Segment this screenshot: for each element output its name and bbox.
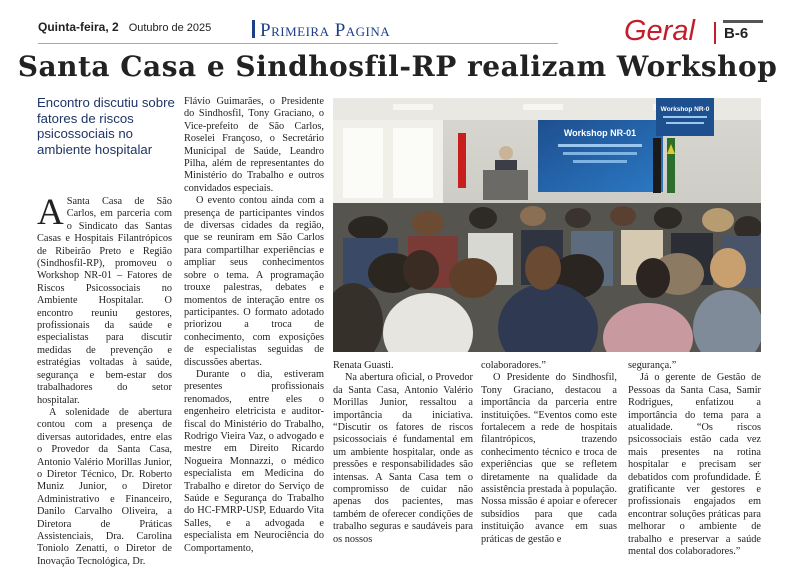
paragraph: Renata Guasti.	[333, 360, 394, 371]
masthead-bar	[252, 20, 255, 38]
article-column-4	[481, 360, 617, 546]
paragraph: colaboradores.”	[481, 360, 546, 371]
article-column-5	[628, 360, 761, 559]
page-number: B-6	[724, 25, 749, 42]
page-number-bar	[723, 20, 763, 23]
masthead-title: Primeira Pagina	[260, 20, 391, 41]
drop-cap: A	[37, 192, 64, 233]
issue-day: Quinta-feira, 2	[38, 20, 119, 34]
screen-title: Workshop NR-01	[563, 128, 637, 138]
section-name: Geral	[624, 15, 695, 47]
tv-screen-title: Workshop NR-0	[660, 106, 710, 113]
paragraph: A solenidade de abertura contou com a presença de diversas autoridades, entre elas o Provedor da Santa Casa, Antonio Valério Morillas Junior, o Diretor Técnico, Dr. Roberto Muniz Junior, o Diretor Administrativo e Financeiro, Danilo Carvalho Oliveira, a Diretora de Práticas Assistenciais, Dra. Carolina Toniolo Zenatti, o Diretor de Inovação Tecnológica, Dr.	[37, 406, 172, 567]
paragraph: Já o gerente de Gestão de Pessoas da Santa Casa, Samir Rodrigues, enfatizou a importância do tema para a atualidade. “Os riscos psicossociais estão cada vez mais presentes na rotina hospitalar e precisam ser debatidos com profundidade. É gratificante ver gestores e profissionais engajados em encontrar soluções práticas para melhorar o ambiente de trabalho e preservar a saúde mental dos colaboradores.”	[628, 372, 761, 558]
article-column-2	[184, 96, 324, 555]
paragraph	[37, 192, 172, 407]
paragraph: Na abertura oficial, o Provedor da Santa Casa, Antonio Valério Morillas Junior, ressaltou a importância da iniciativa. “Discutir os fatores de riscos psicossociais é fundamental em um ambiente hospitalar, onde as pressões e responsabilidades são intensas. A Santa Casa tem o compromisso de cuidar não apenas dos pacientes, mas também de oferecer condições de trabalho seguras e saudáveis para os nossos	[333, 372, 473, 545]
paragraph: Durante o dia, estiveram presentes profissionais renomados, entre eles o engenheiro eletricista e auditor-fiscal do Ministério do Trabalho, Rodrigo Vieira Vaz, o advogado e mestre em Direito Ricardo Nogueira Monnazzi, o médico especialista em Medicina do Trabalho e diretor do Serviço de Saúde e Segurança do Trabalho do HC-FMRP-USP, Eduardo Vita Salles, e a advogada e especialista em Neurociência do Comportamento,	[184, 368, 324, 554]
article-subhead: Encontro discutiu sobre fatores de riscos psicossociais no ambiente hospitalar	[37, 95, 175, 157]
paragraph-text: Santa Casa de São Carlos, em parceria com o Sindicato das Santas Casas e Hospitais Filantrópicos de Ribeirão Preto e Região (Sindhosfil-RP), promoveu o Workshop NR-01 – Fatores de Riscos Psicossociais no Ambiente Hospitalar. O encontro reuniu gestores, profissionais da saúde e especialistas para discutir medidas de prevenção e estratégias voltadas à saúde, segurança e bem-estar dos trabalhadores do setor hospitalar.	[37, 196, 172, 406]
article-headline: Santa Casa e Sindhosfil-RP realizam Workshop	[17, 50, 778, 83]
article-photo	[333, 98, 761, 352]
photo-illustration	[333, 98, 761, 352]
paragraph: segurança.”	[628, 360, 677, 371]
issue-date	[38, 20, 211, 34]
paragraph: Flávio Guimarães, o Presidente do Sindhosfil, Tony Graciano, o Vice-prefeito de São Carlos, Roselei Françoso, o Secretário Municipal de Saúde, Leandro Pilha, além de representantes do Ministério do Trabalho e outros convidados especiais.	[184, 96, 324, 194]
masthead	[252, 20, 390, 42]
paragraph: O Presidente do Sindhosfil, Tony Graciano, destacou a importância da parceria entre instituições. “Eventos como este fortalecem a rede de hospitais filantrópicos, trazendo conhecimento técnico e troca de experiências que se refletem diretamente na qualidade da assistência prestada à população. Nossa missão é apoiar e oferecer subsídios para que cada instituição avance em suas práticas de gestão e	[481, 372, 617, 545]
article-column-3	[333, 360, 473, 546]
section-separator	[714, 22, 716, 44]
article-column-1	[37, 192, 172, 568]
issue-month: Outubro de 2025	[128, 22, 212, 34]
page-header	[0, 0, 795, 50]
paragraph: O evento contou ainda com a presença de participantes vindos de diversas cidades da região, que se reuniram em São Carlos para compartilhar experiências e ampliar seus conhecimentos sobre o tema. A programação trouxe palestras, debates e momentos de interação entre os participantes. O formato adotado priorizou a troca de conhecimento, com exposições de especialistas seguidas de discussões abertas.	[184, 195, 324, 368]
header-rule	[38, 43, 558, 44]
